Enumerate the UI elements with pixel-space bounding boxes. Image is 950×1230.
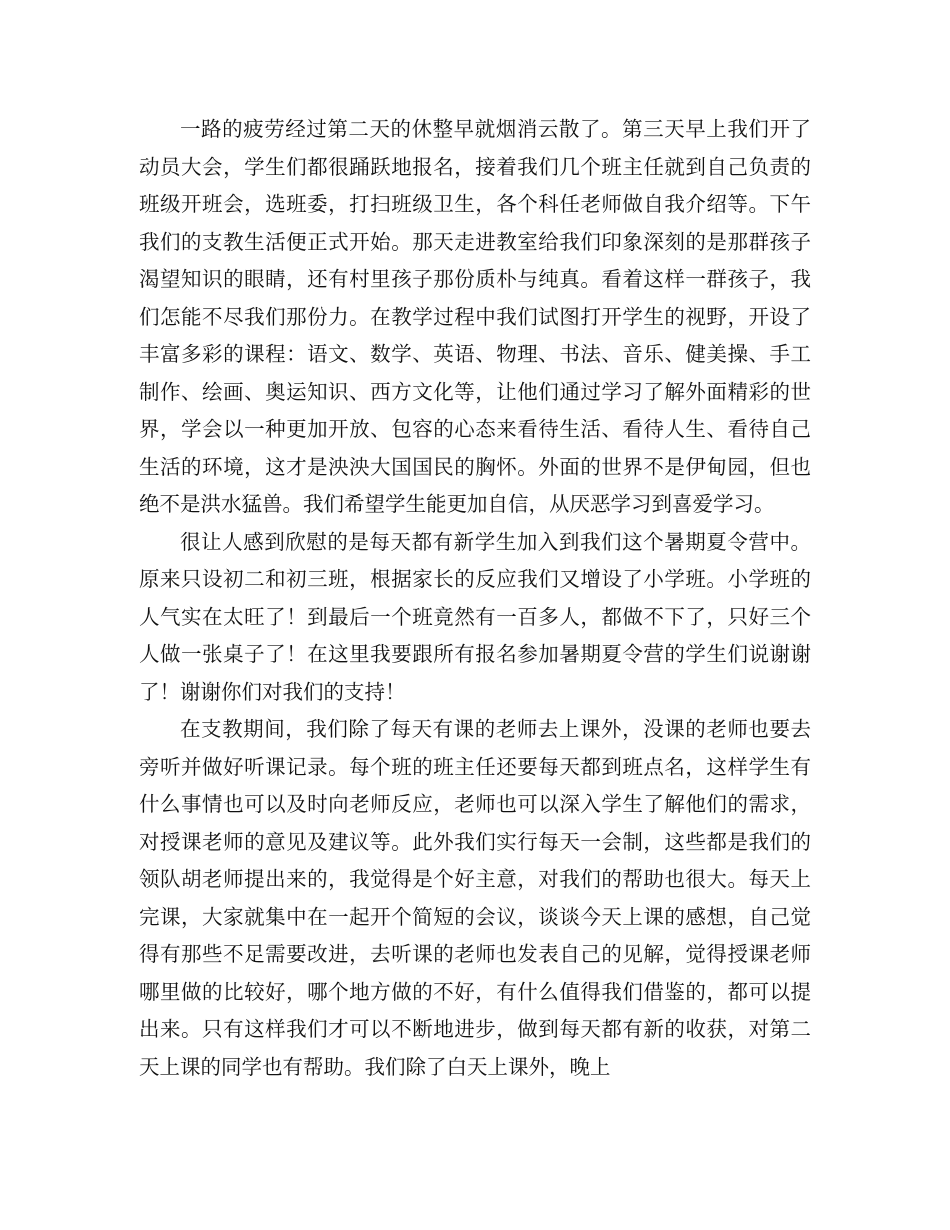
document-body: [139, 111, 811, 1086]
paragraph-1: 一路的疲劳经过第二天的休整早就烟消云散了。第三天早上我们开了动员大会，学生们都很踊跃地报名，接着我们几个班主任就到自己负责的班级开班会，选班委，打扫班级卫生，各个科任老师做自我介绍等。下午我们的支教生活便正式开始。那天走进教室给我们印象深刻的是那群孩子渴望知识的眼睛，还有村里孩子那份质朴与纯真。看着这样一群孩子，我们怎能不尽我们那份力。在教学过程中我们试图打开学生的视野，开设了丰富多彩的课程：语文、数学、英语、物理、书法、音乐、健美操、手工制作、绘画、奥运知识、西方文化等，让他们通过学习了解外面精彩的世界，学会以一种更加开放、包容的心态来看待生活、看待人生、看待自己生活的环境，这才是泱泱大国国民的胸怀。外面的世界不是伊甸园，但也绝不是洪水猛兽。我们希望学生能更加自信，从厌恶学习到喜爱学习。: [139, 117, 811, 516]
paragraph-3: 在支教期间，我们除了每天有课的老师去上课外，没课的老师也要去旁听并做好听课记录。每个班的班主任还要每天都到班点名，这样学生有什么事情也可以及时向老师反应，老师也可以深入学生了解他们的需求，对授课老师的意见及建议等。此外我们实行每天一会制，这些都是我们的领队胡老师提出来的，我觉得是个好主意，对我们的帮助也很大。每天上完课，大家就集中在一起开个简短的会议，谈谈今天上课的感想，自己觉得有那些不足需要改进，去听课的老师也发表自己的见解，觉得授课老师哪里做的比较好，哪个地方做的不好，有什么值得我们借鉴的，都可以提出来。只有这样我们才可以不断地进步，做到每天都有新的收获，对第二天上课的同学也有帮助。我们除了白天上课外，晚上: [139, 717, 811, 1079]
paragraph-2: 很让人感到欣慰的是每天都有新学生加入到我们这个暑期夏令营中。原来只设初二和初三班，根据家长的反应我们又增设了小学班。小学班的人气实在太旺了！到最后一个班竟然有一百多人，都做不下了，只好三个人做一张桌子了！在这里我要跟所有报名参加暑期夏令营的学生们说谢谢了！谢谢你们对我们的支持！: [139, 529, 811, 704]
